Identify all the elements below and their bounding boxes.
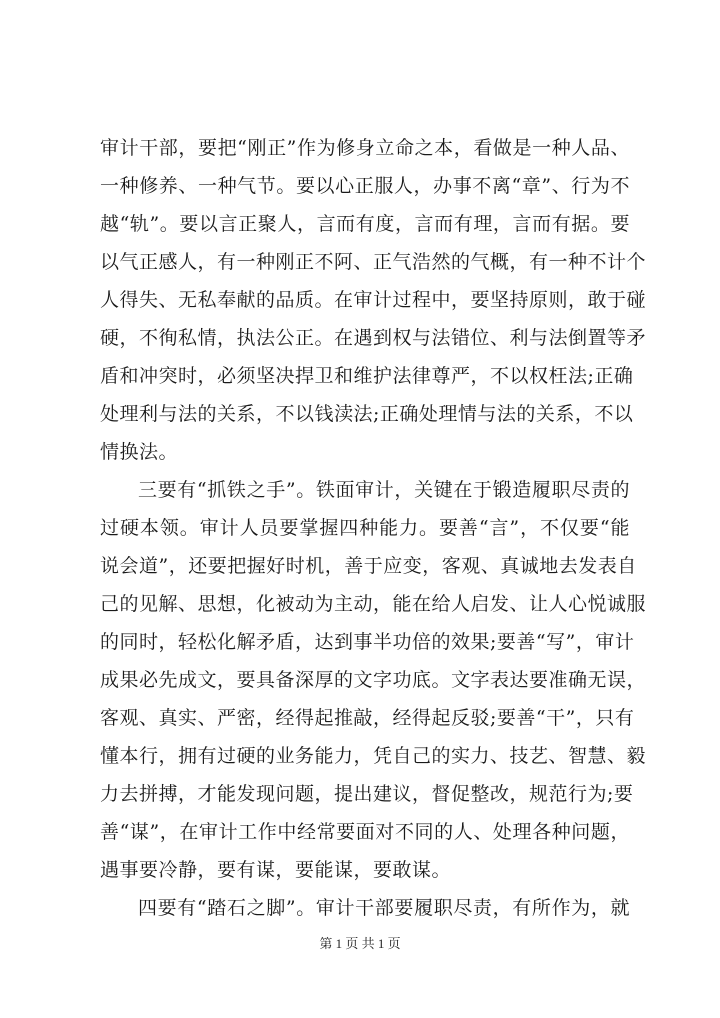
text-line: 懂本行，拥有过硬的业务能力，凭自己的实力、技艺、智慧、毅	[100, 745, 647, 767]
text-line: 情换法。	[100, 441, 179, 463]
text-line: 审计干部，要把“刚正”作为修身立命之本，看做是一种人品、	[100, 137, 630, 159]
text-line: 善“谋”，在审计工作中经常要面对不同的人、处理各种问题，	[100, 821, 630, 843]
paragraph-first-line: 三要有“抓铁之手”。铁面审计，关键在于锻造履职尽责的	[138, 479, 630, 501]
page-footer: 第 1 页 共 1 页	[319, 936, 401, 951]
text-line: 说会道”，还要把握好时机，善于应变，客观、真诚地去发表自	[100, 555, 637, 577]
text-line: 过硬本领。审计人员要掌握四种能力。要善“言”，不仅要“能	[100, 517, 630, 539]
text-line: 盾和冲突时，必须坚决捍卫和维护法律尊严，不以权枉法;正确	[100, 365, 634, 387]
text-line: 客观、真实、严密，经得起推敲，经得起反驳;要善“干”，只有	[100, 707, 635, 729]
text-line: 一种修养、一种气节。要以心正服人，办事不离“章”、行为不	[100, 175, 630, 197]
text-line: 己的见解、思想，化被动为主动，能在给人启发、让人心悦诚服	[100, 593, 647, 615]
text-line: 处理利与法的关系，不以钱渎法;正确处理情与法的关系，不以	[100, 403, 634, 425]
text-line: 人得失、无私奉献的品质。在审计过程中，要坚持原则，敢于碰	[100, 289, 647, 311]
text-line: 的同时，轻松化解矛盾，达到事半功倍的效果;要善“写”，审计	[100, 631, 635, 653]
text-line: 力去拼搏，才能发现问题，提出建议，督促整改，规范行为;要	[100, 783, 634, 805]
text-line: 硬，不徇私情，执法公正。在遇到权与法错位、利与法倒置等矛	[100, 327, 647, 349]
text-line: 以气正感人，有一种刚正不阿、正气浩然的气概，有一种不计个	[100, 251, 647, 273]
text-line: 成果必先成文，要具备深厚的文字功底。文字表达要准确无误，	[100, 669, 647, 691]
paragraph-first-line: 四要有“踏石之脚”。审计干部要履职尽责，有所作为，就	[138, 897, 630, 919]
text-line: 越“轨”。要以言正聚人，言而有度，言而有理，言而有据。要	[100, 213, 630, 235]
text-line: 遇事要冷静，要有谋，要能谋，要敢谋。	[100, 859, 452, 881]
